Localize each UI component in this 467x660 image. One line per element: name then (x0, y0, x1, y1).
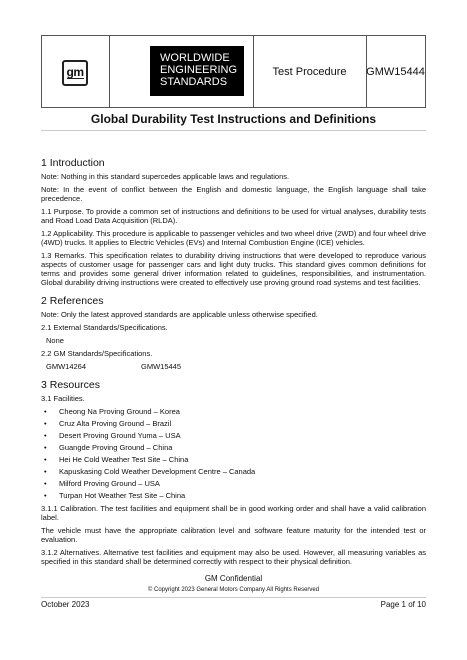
gm-logo-icon: gm (62, 60, 88, 86)
paragraph: 2.2 GM Standards/Specifications. (41, 349, 153, 358)
document-title: Global Durability Test Instructions and Definitions (90, 112, 377, 126)
paragraph: 1.3 Remarks. This specification relates to durability driving instructions that were developed to reproduce various aspects of customer usage for passenger cars and light duty trucks. This standard gives common definitions for terms and provides some general driver information related to guidelines, responsibilities, and instrumentation. Global durability driving instructions were created to effectively use proving ground road systems and test facilities. (41, 251, 426, 287)
section-3-heading: 3 Resources (41, 379, 100, 391)
footer-date: October 2023 (41, 600, 90, 609)
section-1-heading: 1 Introduction (41, 157, 105, 169)
list-item: • Milford Proving Ground – USA (44, 479, 160, 488)
paragraph: Note: Nothing in this standard supercedes applicable laws and regulations. (41, 172, 290, 181)
footer-divider (41, 597, 426, 598)
doc-number-cell (366, 36, 425, 107)
bullet-icon: • (44, 407, 47, 416)
gm-standards-list (46, 362, 426, 371)
org-cell (109, 36, 254, 107)
doc-type-cell (253, 36, 367, 107)
paragraph: Note: Only the latest approved standards are applicable unless otherwise specified. (41, 310, 318, 319)
paragraph: 2.1 External Standards/Specifications. (41, 323, 168, 332)
paragraph: 3.1.2 Alternatives. Alternative test facilities and equipment may also be used. However, all measuring variables as specified in this standard shall be determined correctly with respect to their physical definition. (41, 548, 426, 566)
title-divider (41, 130, 426, 131)
header-table (41, 35, 426, 108)
bullet-icon: • (44, 419, 47, 428)
doc-number: GMW15444 (366, 66, 425, 78)
list-item: • Hei He Cold Weather Test Site – China (44, 455, 189, 464)
page-number: Page 1 of 10 (380, 600, 426, 609)
doc-type: Test Procedure (272, 66, 347, 78)
paragraph: 1.1 Purpose. To provide a common set of instructions and definitions to be used for virtual analyses, durability tests and Road Load Data Acquisition (RLDA). (41, 207, 426, 225)
bullet-icon: • (44, 479, 47, 488)
list-item: • Cheong Na Proving Ground – Korea (44, 407, 180, 416)
confidential-label: GM Confidential (204, 574, 263, 583)
facilities-list (41, 407, 426, 500)
paragraph: The vehicle must have the appropriate calibration level and software feature maturity for the intended test or evaluation. (41, 526, 426, 544)
paragraph: 3.1 Facilities. (41, 394, 85, 403)
bullet-icon: • (44, 431, 47, 440)
bullet-icon: • (44, 491, 47, 500)
list-item: • Kapuskasing Cold Weather Development Centre – Canada (44, 467, 256, 476)
list-item: • Guangde Proving Ground – China (44, 443, 173, 452)
external-standards-value: None (46, 336, 64, 345)
section-2-heading: 2 References (41, 295, 104, 307)
list-item: • Desert Proving Ground Yuma – USA (44, 431, 181, 440)
bullet-icon: • (44, 455, 47, 464)
gm-standard: GMW14264 (46, 362, 87, 371)
gm-standard: GMW15445 (141, 362, 182, 371)
document-body (41, 157, 426, 570)
paragraph: 1.2 Applicability. This procedure is applicable to passenger vehicles and two wheel drive (2WD) and four wheel drive (4WD) trucks. It applies to Electric Vehicles (EVs) and Internal Combustion Engine (ICE) vehicles. (41, 229, 426, 247)
list-item: • Turpan Hot Weather Test Site – China (44, 491, 186, 500)
list-item: • Cruz Alta Proving Ground – Brazil (44, 419, 172, 428)
bullet-icon: • (44, 467, 47, 476)
paragraph: Note: In the event of conflict between the English and domestic language, the English language shall take precedence. (41, 185, 426, 203)
worldwide-engineering-standards-box: WORLDWIDE ENGINEERING STANDARDS (150, 46, 244, 96)
bullet-icon: • (44, 443, 47, 452)
copyright-notice: © Copyright 2023 General Motors Company All Rights Reserved (147, 587, 320, 593)
logo-cell (42, 36, 110, 107)
paragraph: 3.1.1 Calibration. The test facilities and equipment shall be in good working order and shall have a valid calibration label. (41, 504, 426, 522)
